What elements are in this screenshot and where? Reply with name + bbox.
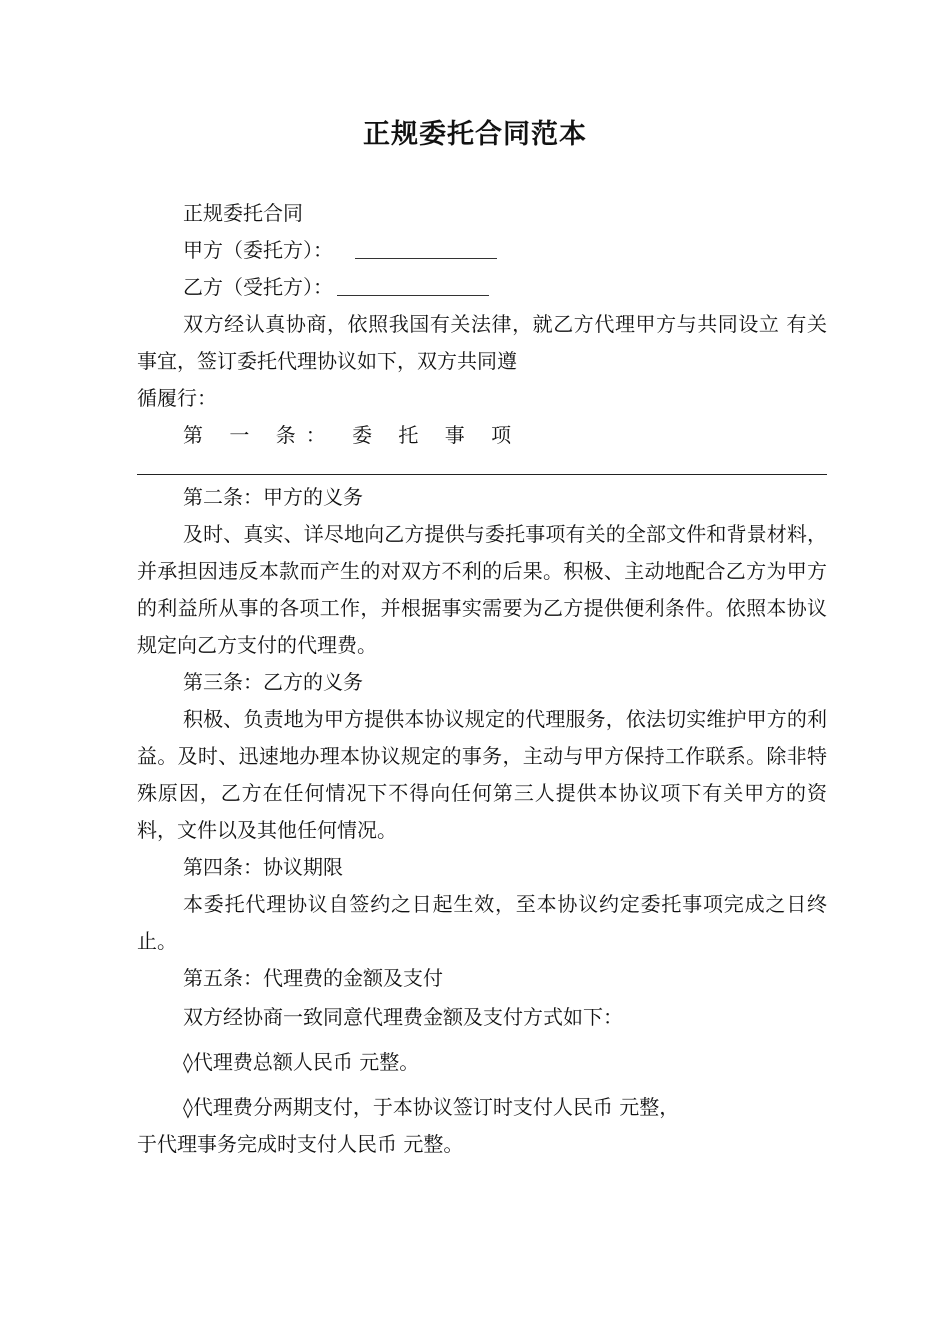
article-3-title: 第三条：乙方的义务 [183, 670, 363, 694]
article-5-title: 第五条：代理费的金额及支付 [183, 966, 443, 990]
party-a-line [137, 232, 827, 269]
section-divider [137, 474, 827, 475]
preamble-paragraph: 双方经认真协商，依照我国有关法律，就乙方代理甲方与共同设立 有关事宜，签订委托代理协议如下，双方共同遵 [137, 312, 827, 373]
article-5-body: 双方经协商一致同意代理费金额及支付方式如下： [183, 1005, 623, 1029]
contract-heading: 正规委托合同 [183, 201, 303, 225]
article-3-body: 积极、负责地为甲方提供本协议规定的代理服务，依法切实维护甲方的利益。及时、迅速地办理本协议规定的事务，主动与甲方保持工作联系。除非特殊原因，乙方在任何情况下不得向任何第三人提供本协议项下有关甲方的资料，文件以及其他任何情况。 [137, 707, 827, 842]
party-b-label: 乙方（受托方）： [183, 275, 333, 299]
article-2-title: 第二条：甲方的义务 [183, 485, 363, 509]
article-5-item-3: 于代理事务完成时支付人民币 元整。 [137, 1132, 464, 1156]
article-1-title: 第 一 条： 委 托 事 项 [183, 423, 522, 447]
party-b-blank [337, 273, 489, 296]
party-a-label: 甲方（委托方）： [183, 238, 333, 262]
document-title: 正规委托合同范本 [363, 119, 587, 150]
preamble-continuation: 循履行： [137, 386, 217, 410]
document-body [137, 195, 827, 1163]
article-5-item-1: ◊代理费总额人民币 元整。 [183, 1050, 420, 1074]
party-a-blank [355, 236, 497, 259]
article-5-item-2: ◊代理费分两期支付，于本协议签订时支付人民币 元整， [183, 1095, 680, 1119]
article-4-title: 第四条：协议期限 [183, 855, 343, 879]
article-4-body: 本委托代理协议自签约之日起生效，至本协议约定委托事项完成之日终止。 [137, 892, 827, 953]
article-2-body: 及时、真实、详尽地向乙方提供与委托事项有关的全部文件和背景材料，并承担因违反本款而产生的对双方不利的后果。积极、主动地配合乙方为甲方的利益所从事的各项工作，并根据事实需要为乙方提供便利条件。依照本协议规定向乙方支付的代理费。 [137, 522, 827, 657]
party-b-line [137, 269, 827, 306]
